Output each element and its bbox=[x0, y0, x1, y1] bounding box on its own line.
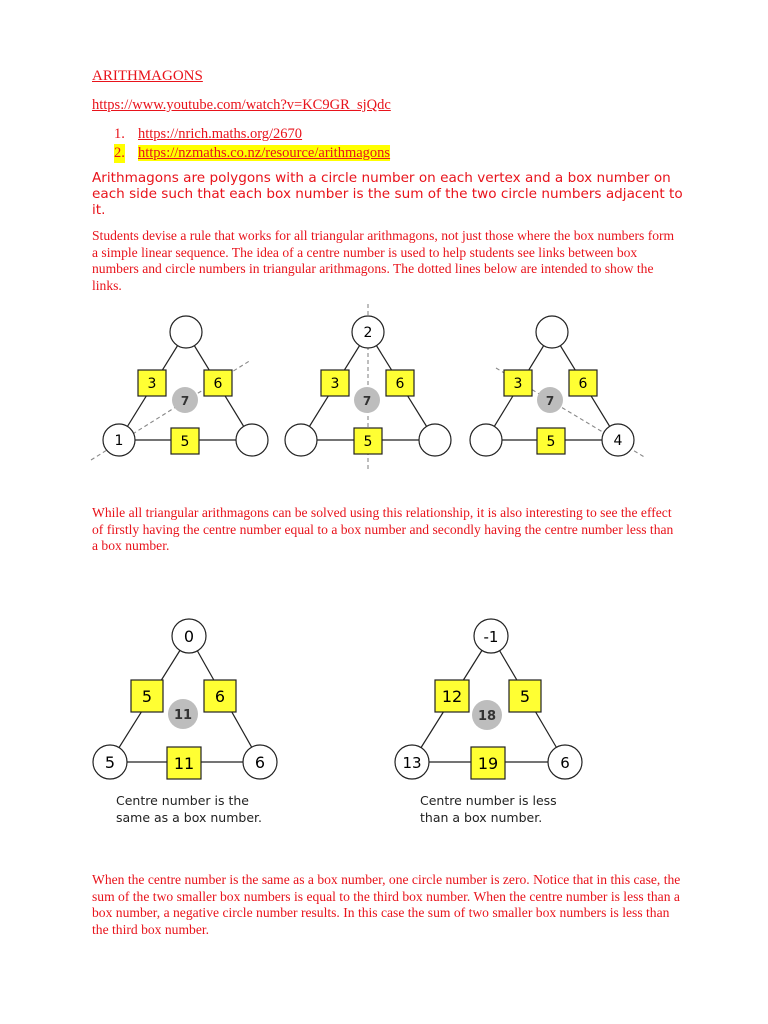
arithmagon-2 bbox=[285, 304, 451, 470]
caption-line-1: Centre number is the bbox=[116, 793, 250, 808]
box-left-value: 12 bbox=[441, 687, 463, 706]
figure-centre-comparison bbox=[86, 616, 596, 831]
centre-value: 7 bbox=[180, 394, 190, 408]
box-bottom-value: 5 bbox=[180, 434, 190, 450]
box-left-value: 3 bbox=[513, 376, 523, 392]
arithmagon-less-case bbox=[395, 619, 582, 825]
vertex-circle-right bbox=[236, 424, 268, 456]
arithmagon-equal-case bbox=[93, 619, 277, 825]
arithmagon-3 bbox=[470, 316, 646, 458]
arithmagon-1 bbox=[91, 316, 268, 460]
vertex-circle-top bbox=[170, 316, 202, 348]
reference-link-nrich[interactable]: https://nrich.maths.org/2670 bbox=[138, 126, 303, 142]
box-right-value: 6 bbox=[578, 376, 588, 392]
paragraph-relationship: While all triangular arithmagons can be solved using this relationship, it is also interesting to see the effect of firstly having the centre number equal to a box number and secondly having the centre number less than a box number. bbox=[92, 505, 674, 553]
vertex-left-value: 13 bbox=[402, 754, 422, 772]
vertex-circle-top bbox=[536, 316, 568, 348]
vertex-left-value: 5 bbox=[104, 753, 116, 772]
caption-line-2: than a box number. bbox=[420, 810, 543, 825]
vertex-right-value: 6 bbox=[560, 754, 570, 772]
vertex-right-value: 6 bbox=[254, 753, 266, 772]
vertex-circle-left bbox=[285, 424, 317, 456]
reference-item bbox=[114, 125, 390, 144]
reference-link-nzmaths[interactable]: https://nzmaths.co.nz/resource/arithmagons bbox=[138, 145, 391, 161]
reference-list bbox=[114, 125, 390, 163]
vertex-top-value: 0 bbox=[183, 627, 195, 646]
vertex-circle-left bbox=[470, 424, 502, 456]
box-bottom-value: 5 bbox=[546, 434, 556, 450]
box-right-value: 5 bbox=[519, 687, 531, 706]
vertex-top-value: 2 bbox=[363, 325, 373, 341]
paragraph-students: Students devise a rule that works for all triangular arithmagons, not just those where the box numbers form a simple linear sequence. The idea of a centre number is used to help students see links between box numbers and circle numbers in triangular arithmagons. The dotted lines below are intended to show the links. bbox=[92, 228, 675, 293]
reference-number: 1. bbox=[114, 126, 125, 142]
centre-value: 11 bbox=[173, 708, 193, 723]
vertex-left-value: 1 bbox=[114, 433, 124, 449]
caption-line-1: Centre number is less bbox=[420, 793, 557, 808]
vertex-top-value: -1 bbox=[483, 628, 499, 646]
caption-line-2: same as a box number. bbox=[116, 810, 262, 825]
box-left-value: 3 bbox=[147, 376, 157, 392]
reference-number: 2. bbox=[114, 145, 125, 161]
box-bottom-value: 19 bbox=[477, 754, 499, 773]
reference-item bbox=[114, 144, 390, 163]
box-bottom-value: 5 bbox=[363, 434, 373, 450]
box-left-value: 5 bbox=[141, 687, 153, 706]
page-title: ARITHMAGONS bbox=[92, 68, 203, 84]
box-bottom-value: 11 bbox=[173, 754, 195, 773]
vertex-circle-right bbox=[419, 424, 451, 456]
intro-paragraph: Arithmagons are polygons with a circle number on each vertex and a box number on each side such that each box number is the sum of the two circle numbers adjacent to it. bbox=[92, 170, 683, 218]
vertex-right-value: 4 bbox=[613, 433, 623, 449]
paragraph-conclusion: When the centre number is the same as a box number, one circle number is zero. Notice that in this case, the sum of the two smaller box numbers is equal to the third box number. When the centre number is less than a box number, a negative circle number results. In this case the sum of two smaller box numbers is less than the third box number. bbox=[92, 872, 681, 937]
figure-centre-number-links bbox=[86, 302, 652, 472]
box-right-value: 6 bbox=[213, 376, 223, 392]
centre-value: 7 bbox=[545, 394, 555, 408]
box-left-value: 3 bbox=[330, 376, 340, 392]
box-right-value: 6 bbox=[214, 687, 226, 706]
youtube-link[interactable]: https://www.youtube.com/watch?v=KC9GR_sjQdc bbox=[92, 97, 391, 113]
centre-value: 18 bbox=[477, 709, 497, 724]
centre-value: 7 bbox=[362, 394, 372, 408]
box-right-value: 6 bbox=[395, 376, 405, 392]
